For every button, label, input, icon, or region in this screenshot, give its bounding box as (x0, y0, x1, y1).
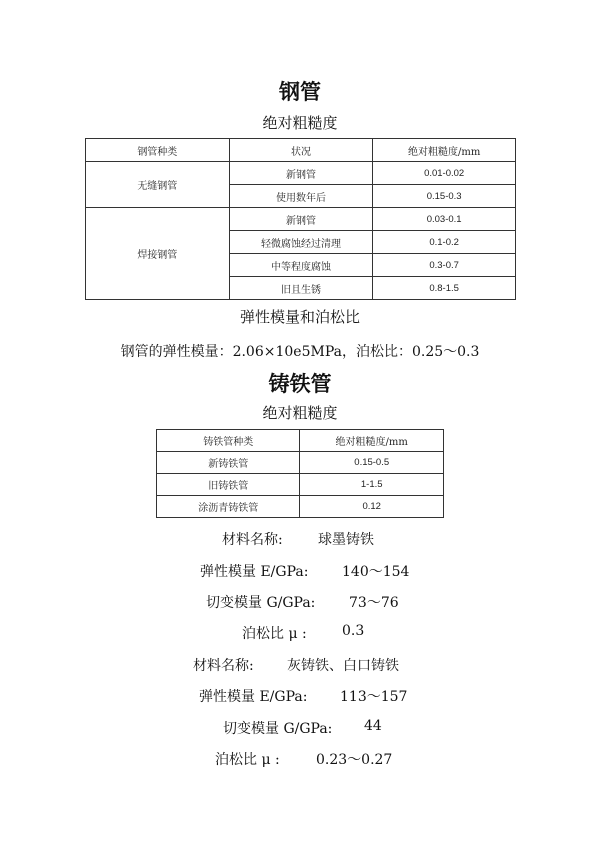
condition-cell: 轻微腐蚀经过清理 (229, 231, 373, 254)
table-header-row (86, 139, 516, 162)
roughness-cell: 0.12 (300, 496, 444, 518)
material-name-value: 灰铸铁、白口铸铁 (287, 658, 399, 674)
property-value: 0.23～0.27 (316, 752, 393, 768)
condition-cell: 新钢管 (229, 208, 373, 231)
roughness-cell: 0.3-0.7 (373, 254, 516, 277)
property-value: 0.3 (342, 623, 365, 639)
property-label: 切变模量 G/GPa: (223, 721, 333, 737)
poisson-ratio-row (242, 623, 365, 643)
steel-title: 钢管 (279, 80, 321, 104)
cast-iron-roughness-table (156, 429, 444, 518)
pipe-type-cell: 无缝钢管 (86, 162, 230, 208)
table-header-cell: 绝对粗糙度/mm (373, 139, 516, 162)
table-row (86, 162, 516, 185)
table-header-cell: 钢管种类 (86, 139, 230, 162)
shear-modulus-row (223, 718, 382, 738)
property-label: 弹性模量 E/GPa: (199, 689, 308, 705)
roughness-cell: 0.01-0.02 (373, 162, 516, 185)
table-header-row (157, 430, 444, 452)
material-name-label: 材料名称: (193, 658, 254, 674)
property-label: 泊松比 μ : (215, 752, 280, 768)
roughness-cell: 0.15-0.3 (373, 185, 516, 208)
table-header-cell: 铸铁管种类 (157, 430, 300, 452)
elastic-heading: 弹性模量和泊松比 (239, 308, 360, 326)
steel-roughness-heading: 绝对粗糙度 (262, 114, 338, 132)
material-name-value: 球墨铸铁 (318, 532, 374, 548)
property-value: 113～157 (340, 689, 408, 705)
material-name-row (222, 529, 374, 549)
property-label: 切变模量 G/GPa: (206, 595, 316, 611)
table-row (157, 474, 444, 496)
roughness-cell: 0.8-1.5 (373, 277, 516, 300)
steel-elastic-text: 钢管的弹性模量：2.06×10e5MPa，泊松比：0.25～0.3 (120, 344, 480, 360)
table-header-cell: 状况 (229, 139, 373, 162)
table-row (157, 452, 444, 474)
pipe-type-cell: 焊接钢管 (86, 208, 230, 300)
steel-roughness-table (85, 138, 516, 300)
poisson-ratio-row (215, 749, 393, 769)
table-row (86, 208, 516, 231)
property-label: 弹性模量 E/GPa: (200, 564, 309, 580)
condition-cell: 中等程度腐蚀 (229, 254, 373, 277)
roughness-cell: 0.15-0.5 (300, 452, 444, 474)
condition-cell: 新钢管 (229, 162, 373, 185)
cast-iron-roughness-heading: 绝对粗糙度 (262, 404, 338, 422)
elastic-modulus-row (199, 686, 408, 706)
cast-iron-title: 铸铁管 (268, 372, 332, 396)
roughness-cell: 0.03-0.1 (373, 208, 516, 231)
property-label: 泊松比 μ : (242, 626, 307, 642)
property-value: 140～154 (342, 564, 410, 580)
elastic-modulus-row (200, 561, 410, 581)
table-header-cell: 绝对粗糙度/mm (300, 430, 444, 452)
roughness-cell: 1-1.5 (300, 474, 444, 496)
pipe-type-cell: 涂沥青铸铁管 (157, 496, 300, 518)
pipe-type-cell: 新铸铁管 (157, 452, 300, 474)
property-value: 73～76 (349, 595, 399, 611)
condition-cell: 使用数年后 (229, 185, 373, 208)
roughness-cell: 0.1-0.2 (373, 231, 516, 254)
material-name-row (193, 655, 399, 675)
material-name-label: 材料名称: (222, 532, 283, 548)
pipe-type-cell: 旧铸铁管 (157, 474, 300, 496)
property-value: 44 (364, 718, 382, 734)
condition-cell: 旧且生锈 (229, 277, 373, 300)
table-row (157, 496, 444, 518)
shear-modulus-row (206, 592, 399, 612)
